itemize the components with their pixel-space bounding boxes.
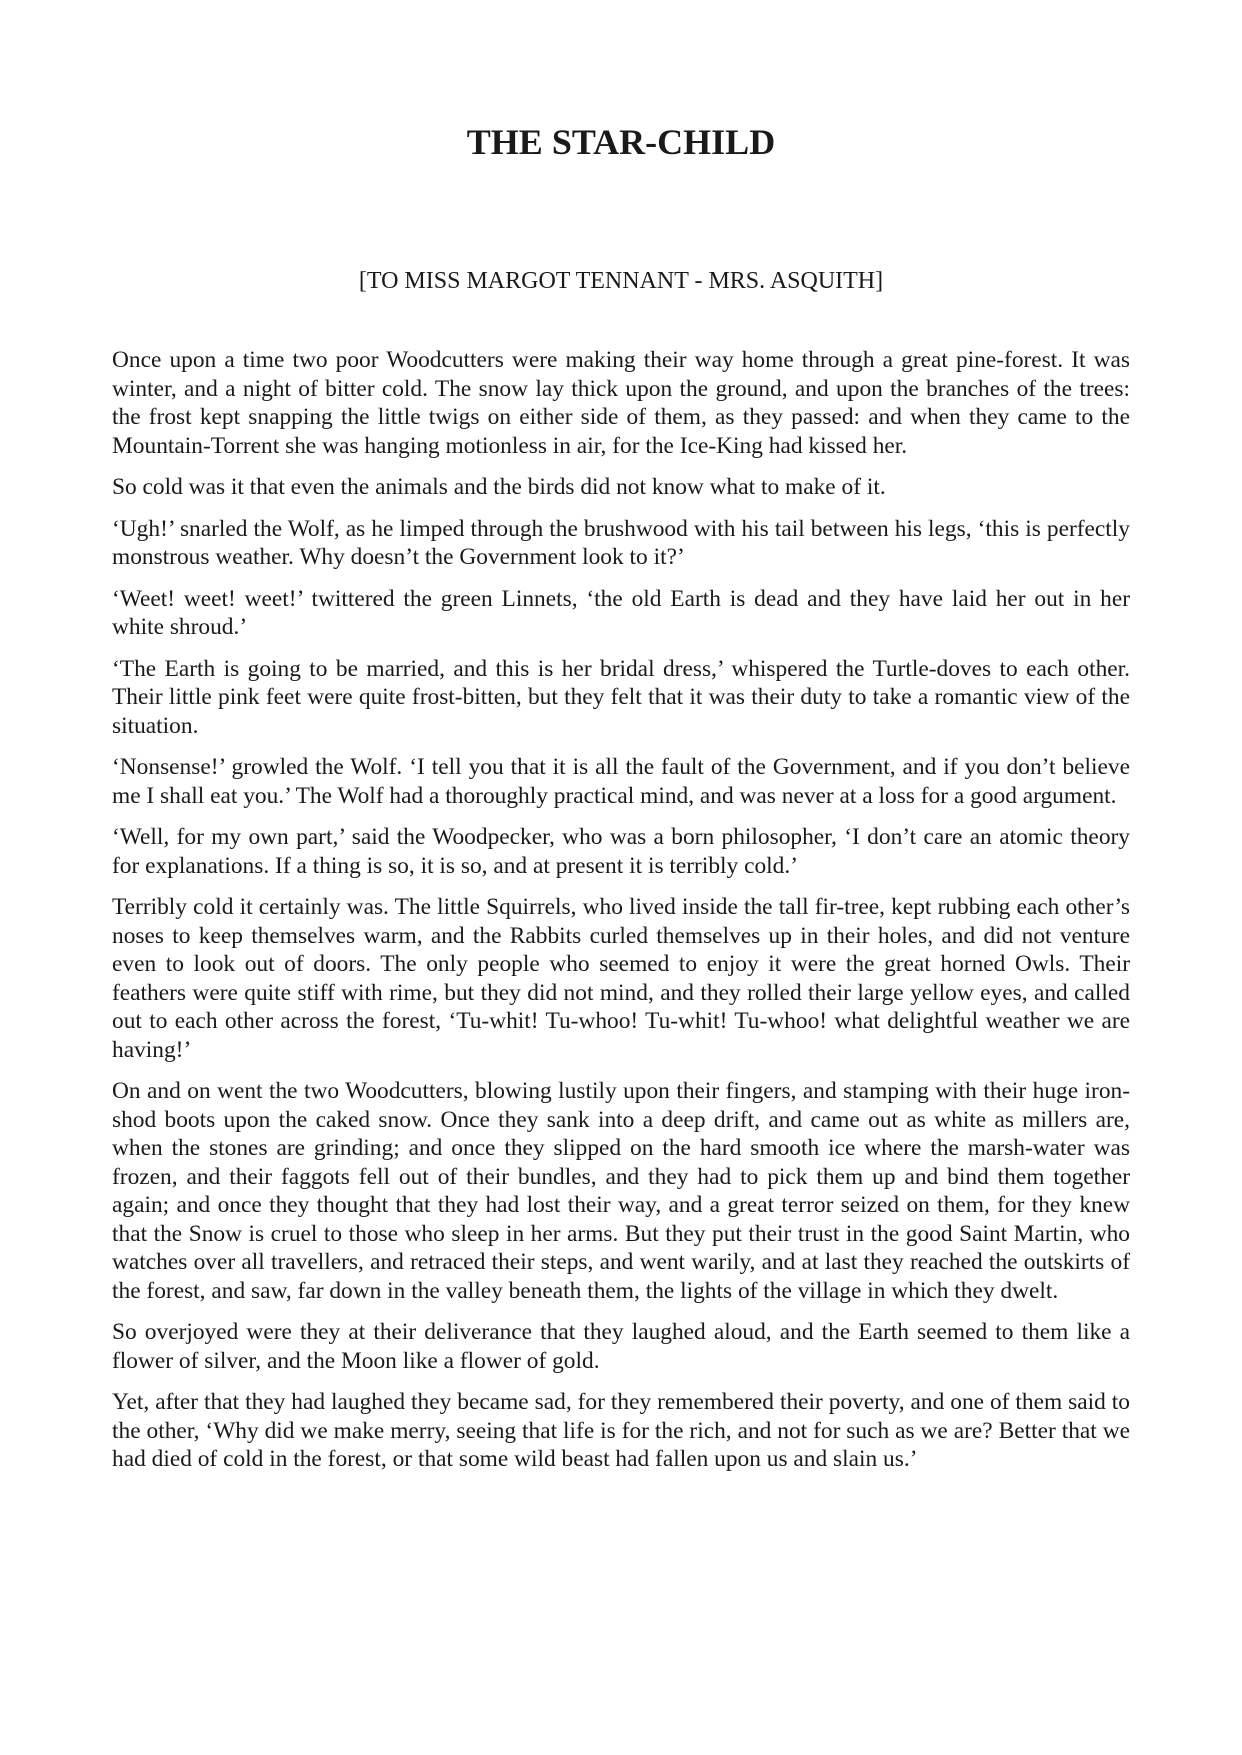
paragraph: ‘Nonsense!’ growled the Wolf. ‘I tell you that it is all the fault of the Government, and if you don’t believe me I shall eat you.’ The Wolf had a thoroughly practical mind, and was never at a loss for a good argument.: [112, 754, 1130, 809]
paragraph: ‘Ugh!’ snarled the Wolf, as he limped through the brushwood with his tail between his legs, ‘this is perfectly monstrous weather. Why doesn’t the Government look to it?’: [112, 515, 1130, 570]
page-title: THE STAR-CHILD: [466, 122, 776, 162]
paragraph: ‘Weet! weet! weet!’ twittered the green Linnets, ‘the old Earth is dead and they have laid her out in her white shroud.’: [112, 585, 1130, 640]
paragraph: On and on went the two Woodcutters, blowing lustily upon their fingers, and stamping with their huge iron-shod boots upon the caked snow. Once they sank into a deep drift, and came out as white as millers are, when the stones are grinding; and once they slipped on the hard smooth ice where the marsh-water was frozen, and their faggots fell out of their bundles, and they had to pick them up and bind them together again; and once they thought that they had lost their way, and a great terror seized on them, for they knew that the Snow is cruel to those who sleep in her arms. But they put their trust in the good Saint Martin, who watches over all travellers, and retraced their steps, and went warily, and at last they reached the outskirts of the forest, and saw, far down in the valley beneath them, the lights of the village in which they dwelt.: [112, 1078, 1130, 1304]
dedication: [TO MISS MARGOT TENNANT - MRS. ASQUITH]: [358, 268, 884, 294]
paragraph: ‘Well, for my own part,’ said the Woodpecker, who was a born philosopher, ‘I don’t care an atomic theory for explanations. If a thing is so, it is so, and at present it is terribly cold.’: [112, 824, 1130, 879]
story-body: [112, 346, 1130, 1487]
paragraph: Yet, after that they had laughed they became sad, for they remembered their poverty, and one of them said to the other, ‘Why did we make merry, seeing that life is for the rich, and not for such as we are? Better that we had died of cold in the forest, or that some wild beast had fallen upon us and slain us.’: [112, 1389, 1130, 1472]
paragraph: Terribly cold it certainly was. The little Squirrels, who lived inside the tall fir-tree, kept rubbing each other’s noses to keep themselves warm, and the Rabbits curled themselves up in their holes, and did not venture even to look out of doors. The only people who seemed to enjoy it were the great horned Owls. Their feathers were quite stiff with rime, but they did not mind, and they rolled their large yellow eyes, and called out to each other across the forest, ‘Tu-whit! Tu-whoo! Tu-whit! Tu-whoo! what delightful weather we are having!’: [112, 894, 1130, 1063]
paragraph: ‘The Earth is going to be married, and this is her bridal dress,’ whispered the Turtle-doves to each other. Their little pink feet were quite frost-bitten, but they felt that it was their duty to take a romantic view of the situation.: [112, 655, 1130, 739]
paragraph: Once upon a time two poor Woodcutters were making their way home through a great pine-forest. It was winter, and a night of bitter cold. The snow lay thick upon the ground, and upon the branches of the trees: the frost kept snapping the little twigs on either side of them, as they passed: and when they came to the Mountain-Torrent she was hanging motionless in air, for the Ice-King had kissed her.: [112, 347, 1130, 459]
paragraph: So cold was it that even the animals and the birds did not know what to make of it.: [112, 474, 886, 500]
paragraph: So overjoyed were they at their deliverance that they laughed aloud, and the Earth seemed to them like a flower of silver, and the Moon like a flower of gold.: [112, 1319, 1130, 1374]
